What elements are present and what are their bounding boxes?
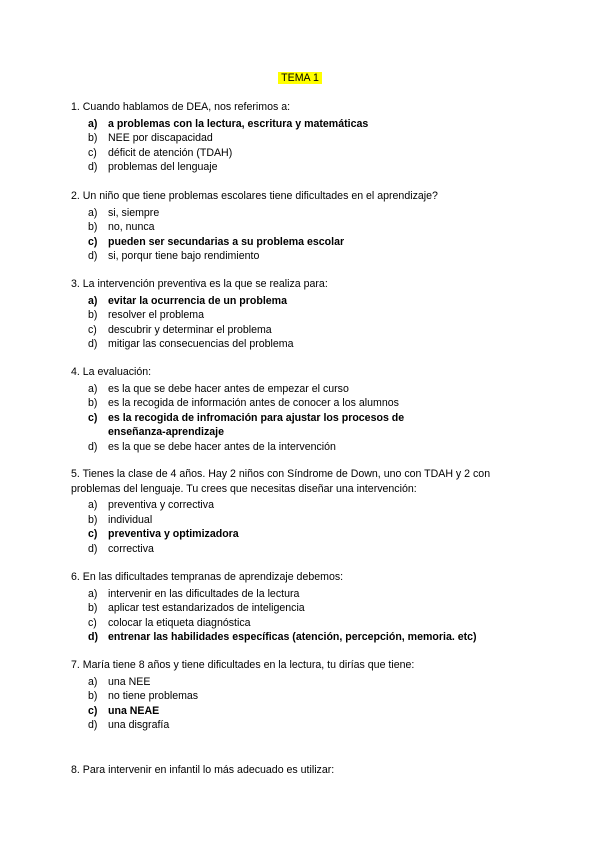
option-label: d) <box>88 250 98 263</box>
answer-option <box>71 160 541 175</box>
answer-option <box>71 440 541 455</box>
answer-option <box>71 498 541 513</box>
option-label: a) <box>88 294 98 307</box>
option-text: resolver el problema <box>108 309 204 322</box>
option-label: a) <box>88 587 98 600</box>
option-label: d) <box>88 542 98 555</box>
option-label: b) <box>88 221 98 234</box>
option-label: d) <box>88 161 98 174</box>
answer-option <box>71 249 541 264</box>
option-text: a problemas con la lectura, escritura y matemáticas <box>108 117 369 130</box>
answer-option-correct <box>71 235 541 250</box>
option-label: b) <box>88 397 98 410</box>
option-text: una NEAE <box>108 704 160 717</box>
option-label: d) <box>88 719 98 732</box>
option-label: d) <box>88 631 98 644</box>
document-title: TEMA 1 <box>0 72 600 84</box>
option-text: intervenir en las dificultades de la lectura <box>108 587 300 600</box>
option-label: d) <box>88 440 98 453</box>
answer-option <box>71 616 541 631</box>
option-text: individual <box>108 513 153 526</box>
option-label: a) <box>88 206 98 219</box>
answer-option <box>71 542 541 557</box>
answer-option-correct <box>71 704 541 719</box>
option-text: correctiva <box>108 542 154 555</box>
question-stem: 4. La evaluación: <box>71 366 152 378</box>
answer-option <box>71 587 541 602</box>
option-text: si, siempre <box>108 206 160 219</box>
option-text: una disgrafía <box>108 719 170 732</box>
question-5 <box>71 467 541 557</box>
option-label: b) <box>88 513 98 526</box>
option-text: si, porqur tiene bajo rendimiento <box>108 250 260 263</box>
question-3 <box>71 277 541 352</box>
answer-option <box>71 382 541 397</box>
option-text: aplicar test estandarizados de inteligencia <box>108 602 305 615</box>
option-text: es la que se debe hacer antes de la intervención <box>108 440 336 453</box>
option-label: c) <box>88 323 97 336</box>
question-stem: 7. María tiene 8 años y tiene dificultades en la lectura, tu dirías que tiene: <box>71 659 415 671</box>
question-4 <box>71 365 541 455</box>
question-8 <box>71 763 541 780</box>
answer-option-correct <box>71 411 541 440</box>
option-label: b) <box>88 309 98 322</box>
option-label: a) <box>88 117 98 130</box>
option-text: entrenar las habilidades específicas (atención, percepción, memoria. etc) <box>108 631 477 644</box>
question-stem: 1. Cuando hablamos de DEA, nos referimos a: <box>71 101 291 113</box>
answer-option <box>71 396 541 411</box>
answer-option <box>71 308 541 323</box>
option-text: déficit de atención (TDAH) <box>108 146 233 159</box>
option-text: pueden ser secundarias a su problema escolar <box>108 235 345 248</box>
option-text: colocar la etiqueta diagnóstica <box>108 616 251 629</box>
answer-option <box>71 146 541 161</box>
option-text: preventiva y optimizadora <box>108 528 239 541</box>
answer-option <box>71 601 541 616</box>
option-text: es la recogida de infromación para ajustar los procesos de enseñanza-aprendizaje <box>108 411 405 439</box>
question-stem: 5. Tienes la clase de 4 años. Hay 2 niños con Síndrome de Down, uno con TDAH y 2 con problemas del lenguaje. Tu crees que necesitas diseñar una intervención: <box>71 468 491 495</box>
option-label: c) <box>88 146 97 159</box>
answer-option <box>71 718 541 733</box>
option-label: b) <box>88 690 98 703</box>
answer-option-correct <box>71 294 541 309</box>
option-text: preventiva y correctiva <box>108 499 214 512</box>
answer-option <box>71 689 541 704</box>
answer-option <box>71 323 541 338</box>
option-text: es la recogida de información antes de conocer a los alumnos <box>108 397 399 410</box>
option-text: evitar la ocurrencia de un problema <box>108 294 287 307</box>
option-text: NEE por discapacidad <box>108 132 213 145</box>
option-text: descubrir y determinar el problema <box>108 323 272 336</box>
option-label: b) <box>88 132 98 145</box>
answer-option <box>71 337 541 352</box>
answer-option <box>71 675 541 690</box>
option-label: c) <box>88 528 98 541</box>
option-text: problemas del lenguaje <box>108 161 218 174</box>
option-label: c) <box>88 411 98 424</box>
answer-option-correct <box>71 630 541 645</box>
option-label: d) <box>88 338 98 351</box>
option-label: b) <box>88 602 98 615</box>
question-1 <box>71 100 541 175</box>
answer-option <box>71 513 541 528</box>
question-stem: 6. En las dificultades tempranas de aprendizaje debemos: <box>71 571 344 583</box>
question-stem: 8. Para intervenir en infantil lo más adecuado es utilizar: <box>71 764 335 776</box>
option-label: a) <box>88 499 98 512</box>
option-text: no tiene problemas <box>108 690 199 703</box>
question-7 <box>71 658 541 733</box>
option-label: c) <box>88 616 97 629</box>
question-stem: 3. La intervención preventiva es la que se realiza para: <box>71 278 328 290</box>
question-6 <box>71 570 541 645</box>
answer-option <box>71 131 541 146</box>
answer-option-correct <box>71 117 541 132</box>
question-2 <box>71 189 541 264</box>
option-text: no, nunca <box>108 221 155 234</box>
option-label: c) <box>88 704 98 717</box>
option-label: c) <box>88 235 98 248</box>
question-stem: 2. Un niño que tiene problemas escolares tiene dificultades en el aprendizaje? <box>71 190 438 202</box>
option-label: a) <box>88 675 98 688</box>
answer-option-correct <box>71 527 541 542</box>
answer-option <box>71 206 541 221</box>
option-text: una NEE <box>108 675 151 688</box>
option-label: a) <box>88 382 98 395</box>
option-text: mitigar las consecuencias del problema <box>108 338 294 351</box>
answer-option <box>71 220 541 235</box>
option-text: es la que se debe hacer antes de empezar el curso <box>108 382 349 395</box>
